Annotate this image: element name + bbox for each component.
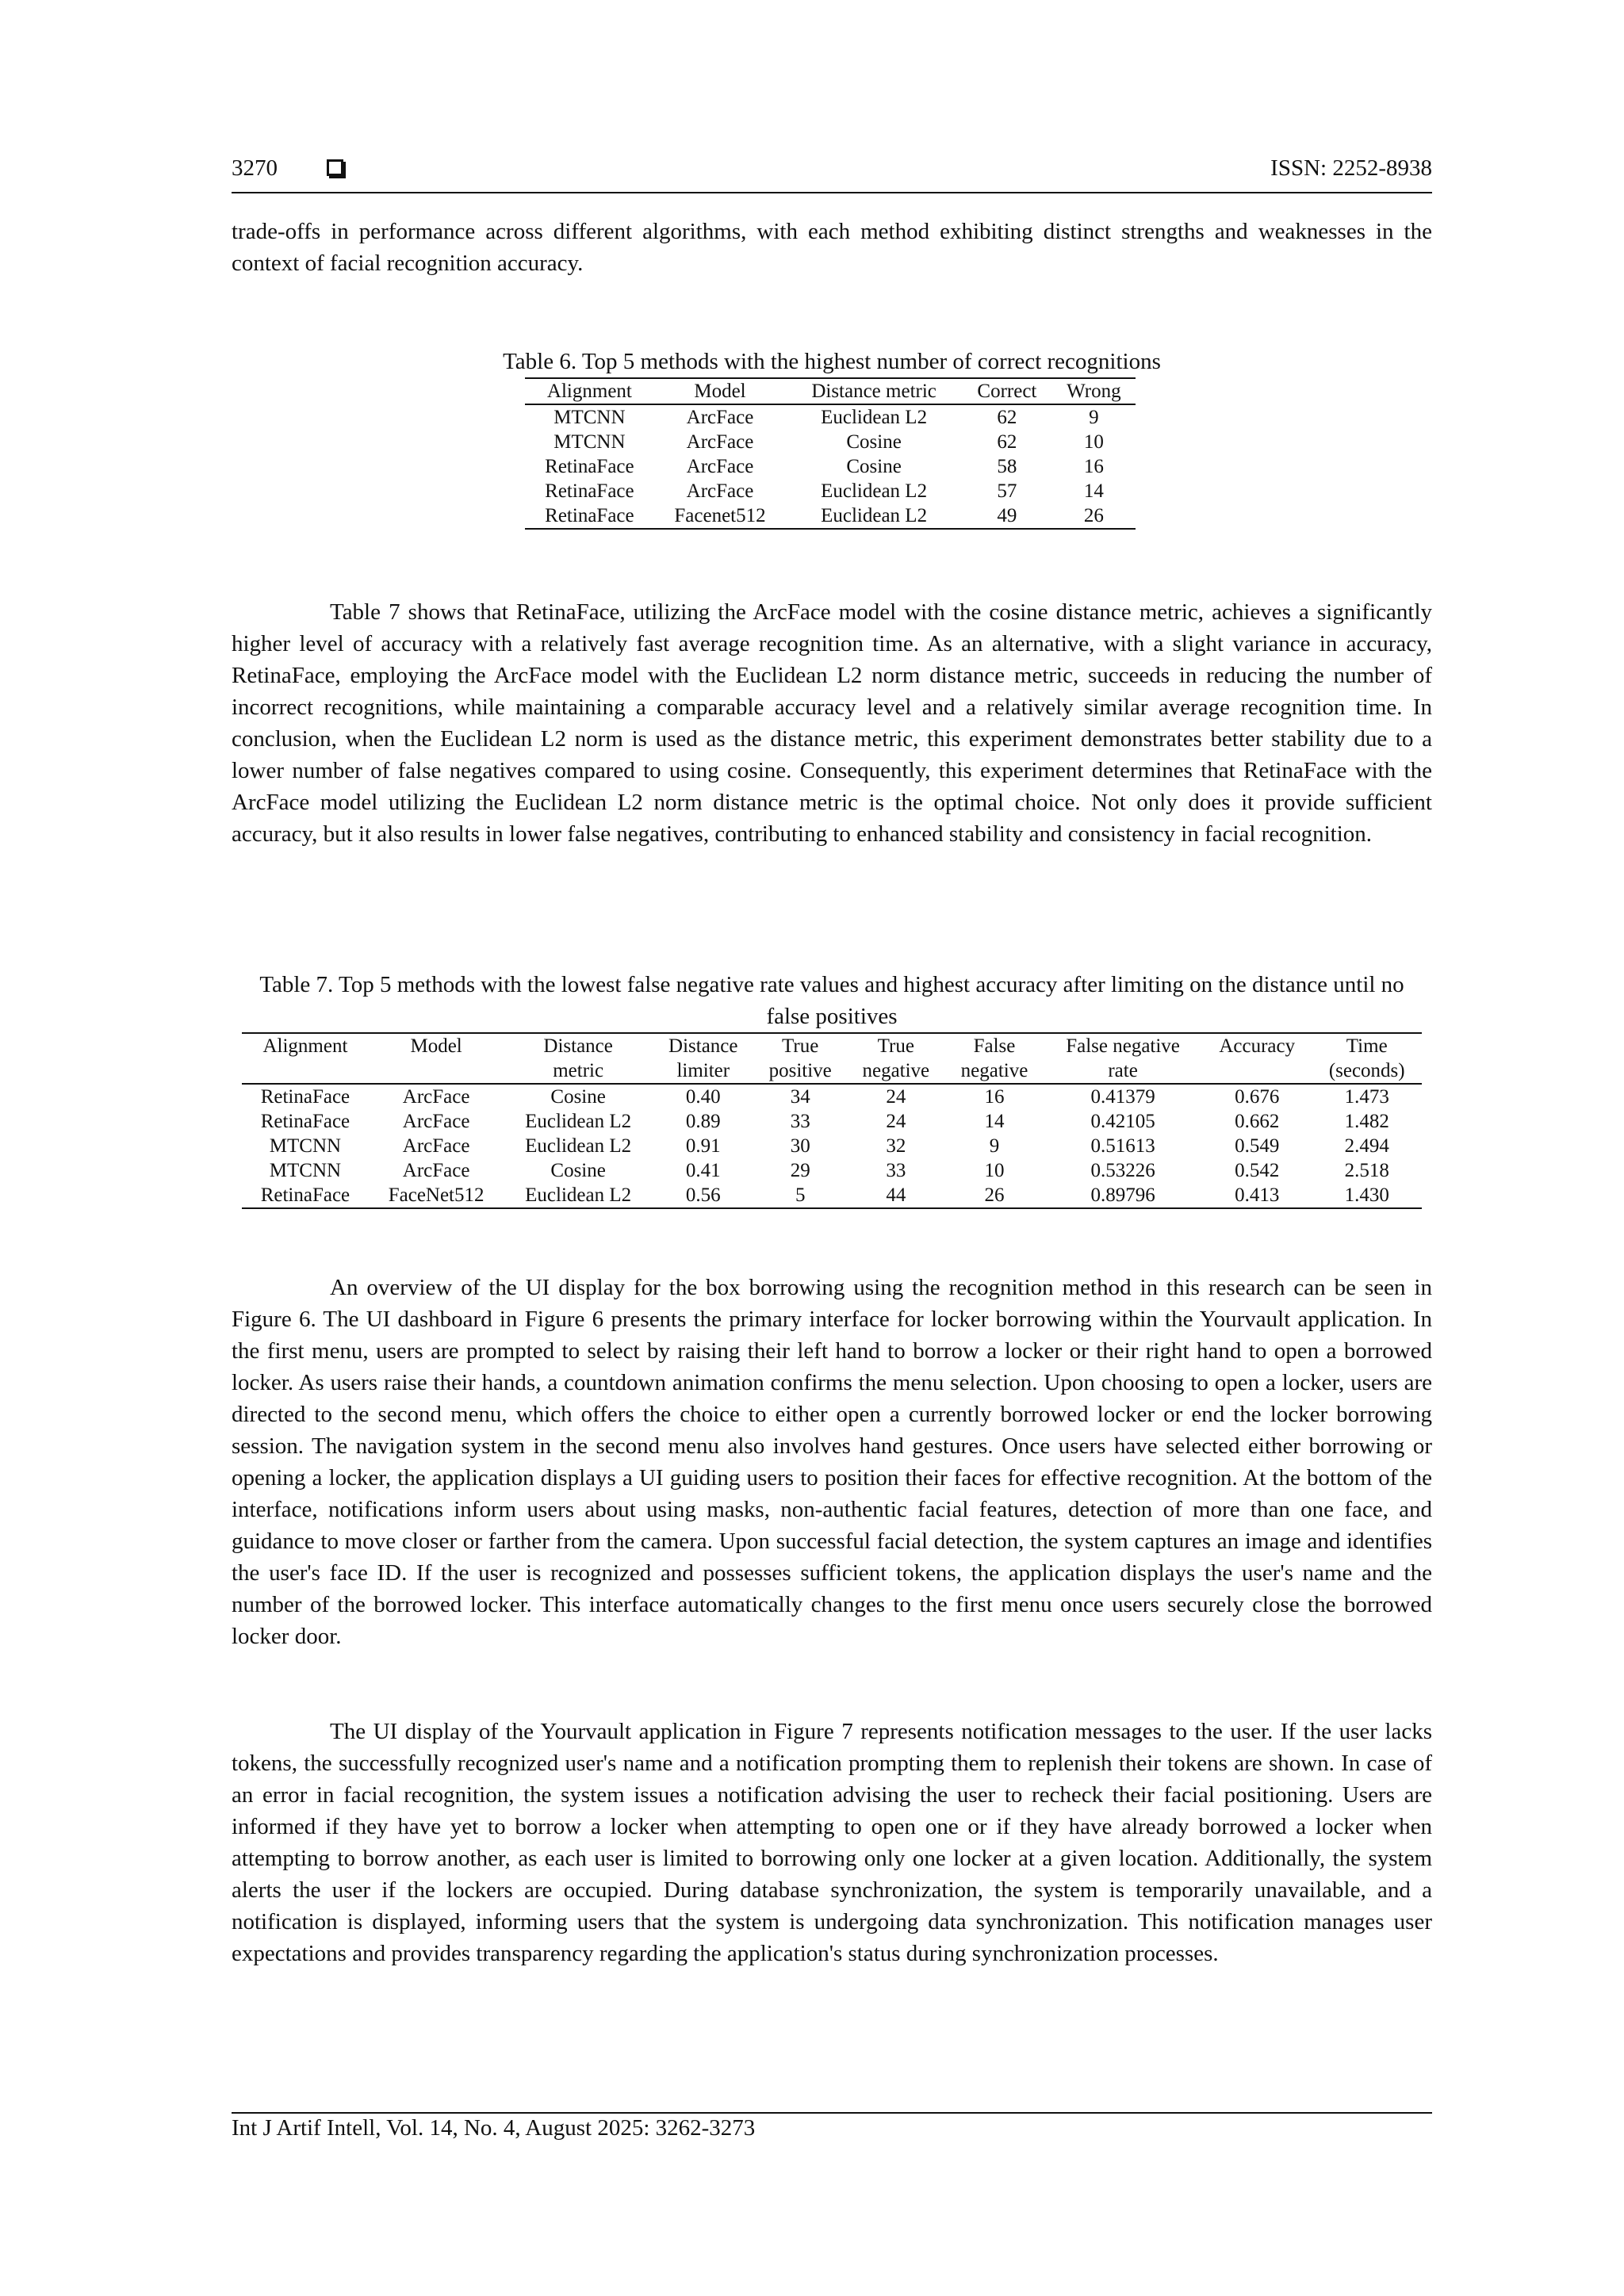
table-cell: 10 — [984, 1160, 1005, 1181]
table-cell: 24 — [886, 1111, 906, 1132]
table-cell: 33 — [886, 1160, 906, 1181]
table-cell: RetinaFace — [260, 1184, 350, 1206]
table-cell: RetinaFace — [545, 505, 634, 526]
header-rule — [232, 192, 1432, 193]
table-cell: 0.549 — [1235, 1135, 1280, 1157]
table-cell: 1.473 — [1344, 1086, 1389, 1108]
table-cell: RetinaFace — [260, 1111, 350, 1132]
table-cell: ArcFace — [402, 1111, 470, 1132]
table6 — [525, 377, 1136, 530]
table7-header-cell: Model — [410, 1035, 462, 1057]
footer-rule — [232, 2112, 1432, 2114]
table-cell: 34 — [790, 1086, 810, 1108]
table-cell: 0.91 — [685, 1135, 721, 1157]
table7-header-cell — [369, 1058, 504, 1084]
table7-header-cell: Time — [1346, 1035, 1388, 1057]
table-cell: 0.662 — [1235, 1111, 1280, 1132]
table-cell: RetinaFace — [545, 480, 634, 502]
table7-header-cell: Distance — [543, 1035, 613, 1057]
table7-header-cell — [1202, 1058, 1312, 1084]
table-cell: 30 — [790, 1135, 810, 1157]
table-cell: Euclidean L2 — [525, 1184, 632, 1206]
table6-header-cell: Correct — [977, 381, 1037, 402]
table7-header-cell: True — [877, 1035, 914, 1057]
table-cell: 0.42105 — [1090, 1111, 1155, 1132]
table-cell: 0.542 — [1235, 1160, 1280, 1181]
table-cell: Euclidean L2 — [821, 480, 928, 502]
table-cell: ArcFace — [686, 407, 754, 428]
table-cell: MTCNN — [553, 407, 626, 428]
table-cell: 29 — [790, 1160, 810, 1181]
intro-paragraph: trade-offs in performance across different algorithms, with each method exhibiting distinct strengths and weaknesses in the context of facial recognition accuracy. — [232, 219, 1432, 276]
table-cell: 0.56 — [685, 1184, 721, 1206]
table6-header-row — [525, 378, 1136, 404]
table-cell: 2.518 — [1344, 1160, 1389, 1181]
table-cell: 32 — [886, 1135, 906, 1157]
table-cell: 10 — [1083, 431, 1104, 453]
table7-header-cell: metric — [553, 1060, 604, 1081]
table-cell: MTCNN — [269, 1160, 342, 1181]
table-cell: 58 — [997, 456, 1017, 477]
table7-header-cell: negative — [862, 1060, 930, 1081]
table-cell: 26 — [984, 1184, 1005, 1206]
table-cell: 14 — [984, 1111, 1005, 1132]
page-number: 3270 — [232, 155, 278, 181]
table-cell: Euclidean L2 — [821, 407, 928, 428]
table-cell: Euclidean L2 — [525, 1111, 632, 1132]
table7-header-cell: False — [973, 1035, 1016, 1057]
table-cell: 0.676 — [1235, 1086, 1280, 1108]
paragraph-ui-notifications: The UI display of the Yourvault application in Figure 7 represents notification messages to the user. If the user lacks tokens, the successfully recognized user's name and a notification prompting them to replenish their tokens are shown. In case of an error in facial recognition, the system issues a notification advising the user to recheck their facial positioning. Users are informed if they have yet to borrow a locker when attempting to open one or if they have already borrowed a locker when attempting to borrow another, as each user is limited to borrowing only one locker at a given location. Additionally, the system alerts the user if the lockers are occupied. During database synchronization, the system is temporarily unavailable, and a notification is displayed, informing users that the system is undergoing data synchronization. This notification manages user expectations and provides transparency regarding the application's status during synchronization processes. — [232, 1719, 1432, 1966]
footer-citation: Int J Artif Intell, Vol. 14, No. 4, August 2025: 3262-3273 — [232, 2115, 756, 2141]
table7-header-cell — [242, 1058, 369, 1084]
table7-caption: Table 7. Top 5 methods with the lowest false negative rate values and highest accuracy after limiting on the distance until no false positives — [259, 972, 1404, 1029]
table7-header-cell: Alignment — [262, 1035, 348, 1057]
hollow-square-icon — [327, 159, 343, 176]
table-cell: 16 — [1083, 456, 1104, 477]
table-cell: 0.41379 — [1090, 1086, 1155, 1108]
table-cell: MTCNN — [269, 1135, 342, 1157]
paragraph-ui-overview: An overview of the UI display for the box borrowing using the recognition method in this research can be seen in Figure 6. The UI dashboard in Figure 6 presents the primary interface for locker borrowing within the Yourvault application. In the first menu, users are prompted to select by raising their left hand to borrow a locker or their right hand to open a borrowed locker. As users raise their hands, a countdown animation confirms the menu selection. Upon choosing to open a locker, users are directed to the second menu, which offers the choice to either open a currently borrowed locker or end the locker borrowing session. The navigation system in the second menu also involves hand gestures. Once users have selected either borrowing or opening a locker, the application displays a UI guiding users to position their faces for effective recognition. At the bottom of the interface, notifications inform users about using masks, non-authentic facial features, detection of more than one face, and guidance to move closer or farther from the camera. Upon successful facial detection, the system captures an image and identifies the user's face ID. If the user is recognized and possesses sufficient tokens, the application displays the user's name and the number of the borrowed locker. This interface automatically changes to the first menu once users securely close the borrowed locker door. — [232, 1275, 1432, 1649]
table7-header-cell: rate — [1108, 1060, 1138, 1081]
table-cell: 5 — [795, 1184, 806, 1206]
table6-header-cell: Distance metric — [811, 381, 936, 402]
table-row — [525, 479, 1136, 503]
table7-header-cell: Distance — [668, 1035, 738, 1057]
table6-caption: Table 6. Top 5 methods with the highest number of correct recognitions — [503, 349, 1161, 374]
table-cell: 49 — [997, 505, 1017, 526]
table-cell: 2.494 — [1344, 1135, 1389, 1157]
table-cell: 0.51613 — [1090, 1135, 1155, 1157]
table-cell: 0.41 — [685, 1160, 721, 1181]
table-row — [242, 1109, 1422, 1134]
table7-header-cell: negative — [960, 1060, 1028, 1081]
table-cell: Facenet512 — [674, 505, 766, 526]
table-row — [525, 404, 1136, 430]
table-cell: Cosine — [846, 456, 902, 477]
page-header — [232, 155, 1432, 190]
table-cell: ArcFace — [402, 1086, 470, 1108]
table-cell: 26 — [1083, 505, 1104, 526]
table-cell: 24 — [886, 1086, 906, 1108]
table-cell: Cosine — [550, 1086, 606, 1108]
table-cell: 0.413 — [1235, 1184, 1280, 1206]
table-cell: ArcFace — [686, 480, 754, 502]
table-cell: 0.40 — [685, 1086, 721, 1108]
table7-header-cell: positive — [768, 1060, 832, 1081]
table-cell: 9 — [1089, 407, 1099, 428]
table-row — [525, 454, 1136, 479]
table6-header-cell: Alignment — [546, 381, 632, 402]
table-row — [242, 1183, 1422, 1208]
table-cell: 0.53226 — [1090, 1160, 1155, 1181]
table7 — [242, 1032, 1422, 1209]
table-cell: Euclidean L2 — [525, 1135, 632, 1157]
table-row — [525, 430, 1136, 454]
table7-header-cell: (seconds) — [1328, 1060, 1405, 1081]
table-cell: 33 — [790, 1111, 810, 1132]
table7-header-cell: Accuracy — [1219, 1035, 1296, 1057]
table-row — [242, 1134, 1422, 1158]
table-cell: 62 — [997, 407, 1017, 428]
table7-header-cell: False negative — [1066, 1035, 1180, 1057]
table-cell: ArcFace — [402, 1160, 470, 1181]
table-row — [525, 503, 1136, 529]
table-cell: RetinaFace — [545, 456, 634, 477]
table-cell: 0.89 — [685, 1111, 721, 1132]
table-cell: FaceNet512 — [388, 1184, 485, 1206]
table-cell: RetinaFace — [260, 1086, 350, 1108]
table-cell: 16 — [984, 1086, 1005, 1108]
table-cell: 14 — [1083, 480, 1104, 502]
paragraph-table7-discussion: Table 7 shows that RetinaFace, utilizing the ArcFace model with the cosine distance metric, achieves a significantly higher level of accuracy with a relatively fast average recognition time. As an alternative, with a slight variance in accuracy, RetinaFace, employing the ArcFace model with the Euclidean L2 norm distance metric, succeeds in reducing the number of incorrect recognitions, while maintaining a comparable accuracy level and a relatively similar average recognition time. In conclusion, when the Euclidean L2 norm is used as the distance metric, this experiment demonstrates better stability due to a lower number of false negatives compared to using cosine. Consequently, this experiment determines that RetinaFace with the ArcFace model utilizing the Euclidean L2 norm distance metric is the optimal choice. Not only does it provide sufficient accuracy, but it also results in lower false negatives, contributing to enhanced stability and consistency in facial recognition. — [232, 599, 1432, 847]
table-cell: MTCNN — [553, 431, 626, 453]
table-cell: Cosine — [550, 1160, 606, 1181]
table-cell: 1.430 — [1344, 1184, 1389, 1206]
table7-header-cell: True — [782, 1035, 819, 1057]
table-cell: 0.89796 — [1090, 1184, 1155, 1206]
table-cell: 1.482 — [1344, 1111, 1389, 1132]
table-row — [242, 1158, 1422, 1183]
table7-header-row — [242, 1033, 1422, 1058]
table7-header-row — [242, 1058, 1422, 1084]
table-cell: ArcFace — [686, 431, 754, 453]
table7-header-cell: limiter — [676, 1060, 730, 1081]
table-cell: ArcFace — [402, 1135, 470, 1157]
table6-header-cell: Wrong — [1067, 381, 1121, 402]
issn: ISSN: 2252-8938 — [1270, 155, 1432, 181]
table-cell: ArcFace — [686, 456, 754, 477]
table6-header-cell: Model — [694, 381, 746, 402]
table-cell: Cosine — [846, 431, 902, 453]
table-cell: 9 — [989, 1135, 1000, 1157]
table-cell: 57 — [997, 480, 1017, 502]
table-cell: Euclidean L2 — [821, 505, 928, 526]
table-cell: 44 — [886, 1184, 906, 1206]
table-row — [242, 1084, 1422, 1109]
table-cell: 62 — [997, 431, 1017, 453]
